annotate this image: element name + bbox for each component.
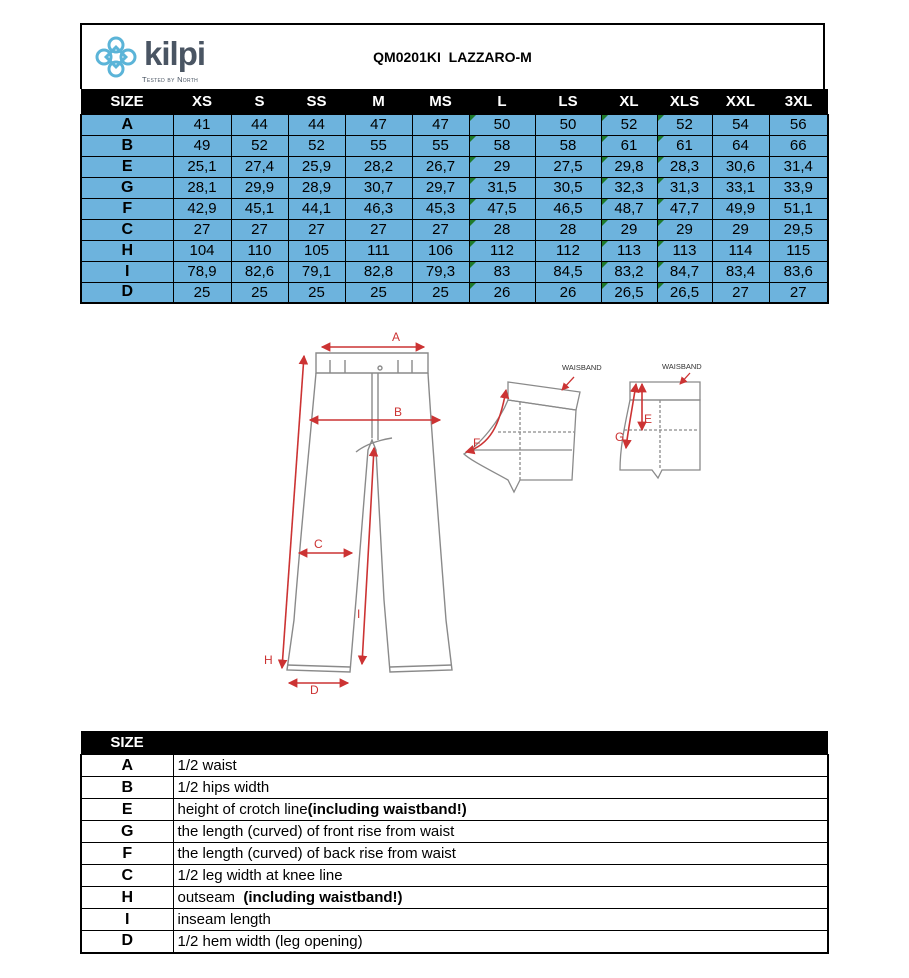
legend-key: F: [81, 843, 173, 865]
size-cell: 27: [712, 282, 769, 303]
measurement-legend-table: [80, 731, 829, 954]
size-col-header: MS: [412, 89, 469, 114]
size-cell: 46,3: [345, 198, 412, 219]
size-cell: 25: [288, 282, 345, 303]
size-cell: 58: [469, 135, 535, 156]
size-cell: 83,4: [712, 261, 769, 282]
size-row-key: D: [81, 282, 173, 303]
size-cell: 50: [469, 114, 535, 135]
pants-measurement-diagram: [0, 320, 909, 720]
legend-description: [173, 931, 828, 953]
size-cell: 83,6: [769, 261, 828, 282]
size-cell: 61: [601, 135, 657, 156]
size-cell: 25: [412, 282, 469, 303]
chart-header: [80, 23, 825, 89]
size-cell: 30,6: [712, 156, 769, 177]
size-cell: 33,9: [769, 177, 828, 198]
size-col-header: M: [345, 89, 412, 114]
size-row-key: I: [81, 261, 173, 282]
size-row-key: A: [81, 114, 173, 135]
legend-text: 1/2 waist: [177, 757, 237, 774]
diagram-label-g: G: [615, 430, 625, 444]
size-col-header: SS: [288, 89, 345, 114]
size-row-a: [81, 114, 828, 135]
brand-name: kilpi: [144, 35, 206, 72]
size-cell: 25,1: [173, 156, 231, 177]
size-cell: 27,5: [535, 156, 601, 177]
size-table: [80, 89, 829, 304]
size-cell: 27: [231, 219, 288, 240]
size-cell: 113: [601, 240, 657, 261]
size-cell: 31,3: [657, 177, 712, 198]
legend-row-h: [81, 887, 828, 909]
size-col-header: XXL: [712, 89, 769, 114]
legend-key: A: [81, 755, 173, 777]
size-col-header: 3XL: [769, 89, 828, 114]
size-cell: 47,7: [657, 198, 712, 219]
size-cell: 112: [469, 240, 535, 261]
size-cell: 42,9: [173, 198, 231, 219]
size-cell: 79,3: [412, 261, 469, 282]
legend-header-blank: [173, 731, 828, 755]
size-cell: 27: [345, 219, 412, 240]
size-cell: 27: [769, 282, 828, 303]
product-title: [82, 49, 823, 65]
size-cell: 25: [231, 282, 288, 303]
legend-key: C: [81, 865, 173, 887]
size-cell: 29,7: [412, 177, 469, 198]
pants-front-outline: [287, 353, 452, 672]
size-cell: 44,1: [288, 198, 345, 219]
legend-text: height of crotch line: [177, 801, 308, 818]
legend-emphasis: (including waistband!): [243, 889, 403, 906]
size-cell: 56: [769, 114, 828, 135]
diagram-label-i: I: [357, 607, 361, 621]
size-cell: 104: [173, 240, 231, 261]
size-row-key: E: [81, 156, 173, 177]
size-cell: 26,5: [657, 282, 712, 303]
size-cell: 83: [469, 261, 535, 282]
size-cell: 47,5: [469, 198, 535, 219]
legend-key: E: [81, 799, 173, 821]
size-cell: 27: [412, 219, 469, 240]
diagram-label-a: A: [392, 330, 401, 344]
diagram-label-c: C: [314, 537, 323, 551]
size-col-header: XS: [173, 89, 231, 114]
size-cell: 64: [712, 135, 769, 156]
size-cell: 29,9: [231, 177, 288, 198]
size-cell: 30,5: [535, 177, 601, 198]
product-code: QM0201KI: [373, 49, 441, 65]
size-cell: 58: [535, 135, 601, 156]
diagram-label-d: D: [310, 683, 319, 697]
size-header-row: [81, 89, 828, 114]
size-row-e: [81, 156, 828, 177]
legend-description: [173, 843, 828, 865]
legend-text: the length (curved) of back rise from waist: [177, 845, 456, 862]
pants-measure-labels: [264, 330, 402, 697]
size-row-g: [81, 177, 828, 198]
size-col-header: XL: [601, 89, 657, 114]
size-cell: 28: [469, 219, 535, 240]
size-col-header: LS: [535, 89, 601, 114]
size-cell: 47: [412, 114, 469, 135]
size-cell: 49,9: [712, 198, 769, 219]
size-row-d: [81, 282, 828, 303]
size-cell: 54: [712, 114, 769, 135]
size-row-key: B: [81, 135, 173, 156]
size-row-key: G: [81, 177, 173, 198]
size-cell: 27,4: [231, 156, 288, 177]
legend-text: 1/2 hem width (leg opening): [177, 932, 363, 950]
legend-description: [173, 865, 828, 887]
legend-row-a: [81, 755, 828, 777]
size-cell: 28,1: [173, 177, 231, 198]
size-cell: 44: [231, 114, 288, 135]
size-cell: 25: [173, 282, 231, 303]
legend-description: [173, 909, 828, 931]
size-cell: 66: [769, 135, 828, 156]
legend-row-b: [81, 777, 828, 799]
size-cell: 45,1: [231, 198, 288, 219]
size-cell: 55: [345, 135, 412, 156]
legend-row-f: [81, 843, 828, 865]
size-cell: 28: [535, 219, 601, 240]
size-cell: 29: [469, 156, 535, 177]
legend-row-d: [81, 931, 828, 953]
size-cell: 47: [345, 114, 412, 135]
legend-key: G: [81, 821, 173, 843]
size-cell: 115: [769, 240, 828, 261]
legend-description: [173, 755, 828, 777]
size-cell: 110: [231, 240, 288, 261]
size-cell: 79,1: [288, 261, 345, 282]
size-col-header: XLS: [657, 89, 712, 114]
legend-text: 1/2 leg width at knee line: [177, 867, 343, 884]
size-cell: 31,4: [769, 156, 828, 177]
size-row-key: H: [81, 240, 173, 261]
front-rise-view: [615, 362, 702, 478]
legend-key: I: [81, 909, 173, 931]
legend-description: [173, 821, 828, 843]
legend-emphasis: (including waistband!): [307, 801, 467, 818]
legend-description: [173, 887, 828, 909]
product-name: LAZZARO-M: [448, 49, 532, 65]
legend-header-row: [81, 731, 828, 755]
size-cell: 27: [173, 219, 231, 240]
diagram-label-b: B: [394, 405, 403, 419]
legend-key: H: [81, 887, 173, 909]
size-cell: 106: [412, 240, 469, 261]
size-row-i: [81, 261, 828, 282]
size-cell: 113: [657, 240, 712, 261]
size-cell: 26,5: [601, 282, 657, 303]
legend-table-body: [81, 755, 828, 953]
waistband-label-front: WAISBAND: [662, 362, 702, 371]
size-cell: 52: [657, 114, 712, 135]
legend-key: B: [81, 777, 173, 799]
size-cell: 28,3: [657, 156, 712, 177]
size-cell: 61: [657, 135, 712, 156]
size-row-b: [81, 135, 828, 156]
size-cell: 31,5: [469, 177, 535, 198]
brand-tagline: Tested by North: [142, 75, 199, 84]
size-cell: 114: [712, 240, 769, 261]
size-cell: 49: [173, 135, 231, 156]
size-cell: 83,2: [601, 261, 657, 282]
legend-row-g: [81, 821, 828, 843]
size-cell: 51,1: [769, 198, 828, 219]
size-cell: 29,5: [769, 219, 828, 240]
size-cell: 33,1: [712, 177, 769, 198]
size-cell: 25: [345, 282, 412, 303]
size-row-h: [81, 240, 828, 261]
legend-row-i: [81, 909, 828, 931]
size-cell: 29,8: [601, 156, 657, 177]
size-col-header: S: [231, 89, 288, 114]
size-cell: 84,5: [535, 261, 601, 282]
size-cell: 26,7: [412, 156, 469, 177]
size-cell: 48,7: [601, 198, 657, 219]
legend-text: outseam: [177, 889, 244, 906]
legend-key: D: [81, 931, 173, 953]
size-cell: 30,7: [345, 177, 412, 198]
size-cell: 25,9: [288, 156, 345, 177]
size-row-key: C: [81, 219, 173, 240]
size-row-key: F: [81, 198, 173, 219]
size-cell: 55: [412, 135, 469, 156]
size-cell: 105: [288, 240, 345, 261]
diagram-label-e: E: [644, 412, 653, 426]
size-cell: 26: [469, 282, 535, 303]
legend-text: inseam length: [177, 911, 271, 928]
size-cell: 52: [288, 135, 345, 156]
size-cell: 46,5: [535, 198, 601, 219]
size-cell: 32,3: [601, 177, 657, 198]
size-cell: 44: [288, 114, 345, 135]
legend-header-label: SIZE: [81, 731, 173, 755]
legend-text: the length (curved) of front rise from waist: [177, 823, 455, 840]
size-col-header: L: [469, 89, 535, 114]
size-cell: 111: [345, 240, 412, 261]
size-cell: 29: [601, 219, 657, 240]
size-cell: 112: [535, 240, 601, 261]
size-cell: 45,3: [412, 198, 469, 219]
size-cell: 29: [657, 219, 712, 240]
size-cell: 29: [712, 219, 769, 240]
size-header-label: SIZE: [81, 89, 173, 114]
size-cell: 50: [535, 114, 601, 135]
size-cell: 27: [288, 219, 345, 240]
size-cell: 78,9: [173, 261, 231, 282]
diagram-label-h: H: [264, 653, 273, 667]
diagram-label-f: F: [473, 436, 481, 450]
size-cell: 84,7: [657, 261, 712, 282]
waistband-label-back: WAISBAND: [562, 363, 602, 372]
legend-row-e: [81, 799, 828, 821]
size-cell: 28,2: [345, 156, 412, 177]
legend-row-c: [81, 865, 828, 887]
size-cell: 41: [173, 114, 231, 135]
size-cell: 82,6: [231, 261, 288, 282]
size-table-body: [81, 114, 828, 303]
pants-measure-lines: [282, 347, 440, 683]
legend-description: [173, 799, 828, 821]
size-cell: 28,9: [288, 177, 345, 198]
size-cell: 26: [535, 282, 601, 303]
size-row-f: [81, 198, 828, 219]
back-rise-view: [464, 363, 602, 492]
size-cell: 82,8: [345, 261, 412, 282]
size-row-c: [81, 219, 828, 240]
legend-text: 1/2 hips width: [177, 779, 270, 796]
size-cell: 52: [231, 135, 288, 156]
size-cell: 52: [601, 114, 657, 135]
legend-description: [173, 777, 828, 799]
